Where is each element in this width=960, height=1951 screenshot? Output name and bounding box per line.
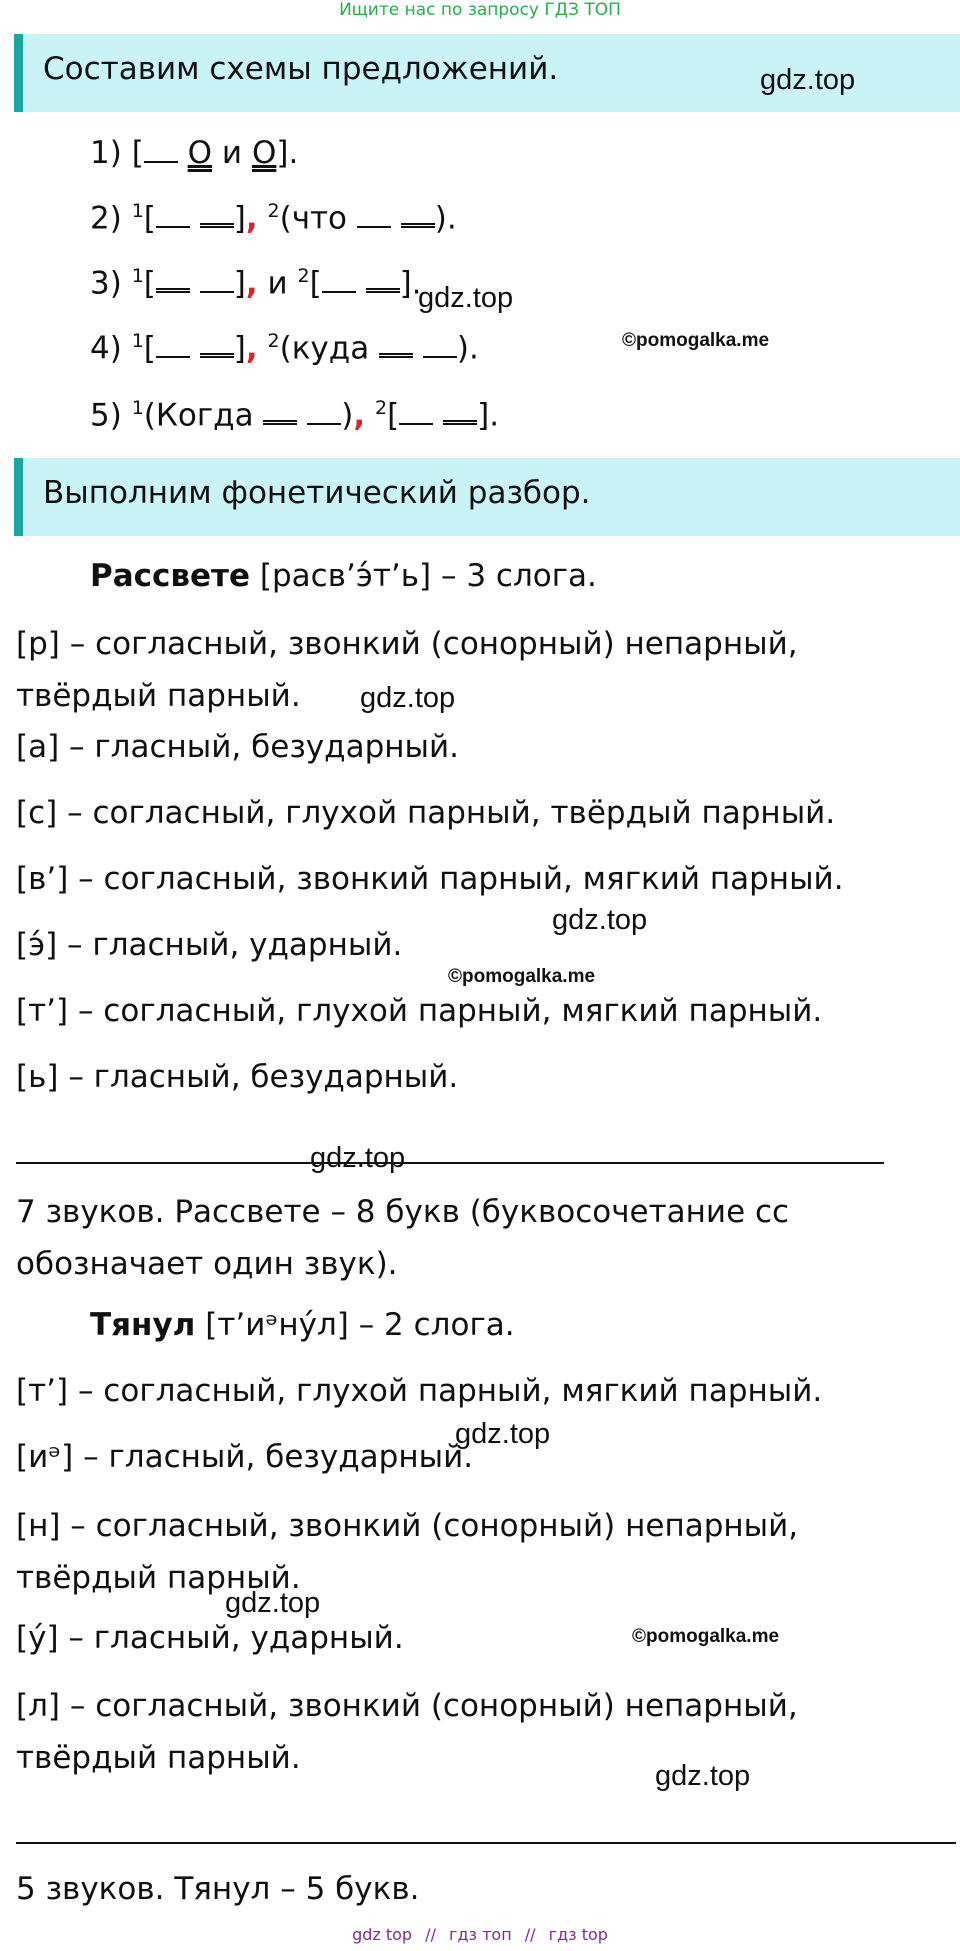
sound-line: [т’] – согласный, глухой парный, мягкий парный. bbox=[16, 1373, 823, 1409]
watermark-gdz: gdz.top bbox=[552, 904, 648, 936]
footer-separator: // bbox=[425, 1925, 436, 1944]
watermark-gdz: gdz.top bbox=[455, 1418, 551, 1450]
sound-line: [т’] – согласный, глухой парный, мягкий парный. bbox=[16, 993, 823, 1029]
sound-line: [л] – согласный, звонкий (сонорный) непарный, твёрдый парный. bbox=[16, 1688, 798, 1776]
sound-line: [у́] – гласный, ударный. bbox=[16, 1620, 404, 1656]
schema-4: 4) $^1$[ ], $^2$(куда ). bbox=[90, 330, 479, 367]
word-summary: 5 звуков. Тянул – 5 букв. bbox=[16, 1871, 420, 1907]
word-heading: Рассвете [расв’э́т’ь] – 3 слога. bbox=[90, 558, 597, 594]
watermark-gdz: gdz.top bbox=[655, 1760, 751, 1792]
word-summary: 7 звуков. Рассвете – 8 букв (буквосочетание сс обозначает один звук). bbox=[16, 1194, 790, 1282]
watermark-pomogalka: ©pomogalka.me bbox=[448, 966, 596, 987]
footer-links bbox=[0, 1925, 960, 1944]
section-title: Составим схемы предложений. bbox=[43, 51, 559, 87]
sound-line: [н] – согласный, звонкий (сонорный) непарный, твёрдый парный. bbox=[16, 1508, 799, 1596]
sound-line: [а] – гласный, безударный. bbox=[16, 729, 460, 765]
watermark-pomogalka: ©pomogalka.me bbox=[622, 330, 770, 351]
schema-3: 3) $^1$[ ], и $^2$[ ]. bbox=[90, 265, 422, 302]
watermark-gdz: gdz.top bbox=[760, 64, 856, 96]
section-title: Выполним фонетический разбор. bbox=[43, 475, 591, 511]
sound-line: [в’] – согласный, звонкий парный, мягкий парный. bbox=[16, 861, 844, 897]
word-heading: Тянул [т’иᵊну́л] – 2 слога. bbox=[90, 1307, 515, 1343]
divider bbox=[16, 1842, 956, 1844]
watermark-pomogalka: ©pomogalka.me bbox=[632, 1626, 780, 1647]
footer-separator: // bbox=[524, 1925, 536, 1944]
footer-link[interactable]: гдз топ bbox=[449, 1925, 512, 1944]
footer-link[interactable]: гдз top bbox=[548, 1925, 608, 1944]
watermark-gdz: gdz.top bbox=[225, 1587, 321, 1619]
section-header-phonetic bbox=[14, 458, 960, 536]
sound-line: [э́] – гласный, ударный. bbox=[16, 927, 403, 963]
footer-link[interactable]: gdz top bbox=[352, 1925, 413, 1944]
watermark-gdz: gdz.top bbox=[360, 682, 456, 714]
schema-5: 5) $^1$(Когда ), $^2$[ ]. bbox=[90, 397, 500, 434]
schema-1: 1) [ О и О]. bbox=[90, 135, 299, 171]
watermark-gdz: gdz.top bbox=[418, 282, 514, 314]
watermark-gdz: gdz.top bbox=[310, 1142, 406, 1174]
top-banner[interactable]: Ищите нас по запросу ГДЗ ТОП bbox=[339, 0, 621, 20]
sound-line: [р] – согласный, звонкий (сонорный) непарный, твёрдый парный. bbox=[16, 626, 798, 714]
schema-2: 2) $^1$[ ], $^2$(что ). bbox=[90, 200, 457, 237]
sound-line: [с] – согласный, глухой парный, твёрдый парный. bbox=[16, 795, 836, 831]
sound-line: [иᵊ] – гласный, безударный. bbox=[16, 1439, 474, 1475]
divider bbox=[16, 1162, 884, 1164]
sound-line: [ь] – гласный, безударный. bbox=[16, 1059, 459, 1095]
